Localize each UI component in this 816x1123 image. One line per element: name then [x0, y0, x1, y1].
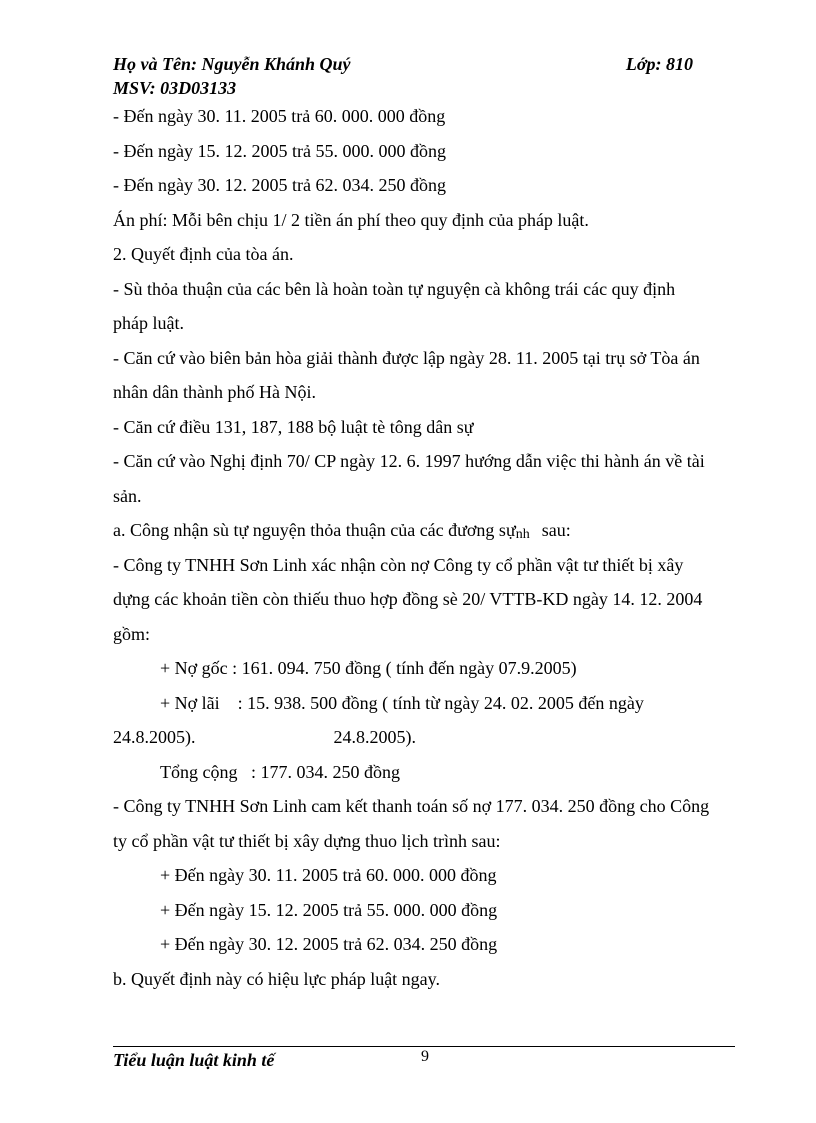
student-name: Họ và Tên: Nguyễn Khánh Quý — [113, 54, 351, 74]
footer-title: Tiểu luận luật kinh tế — [113, 1050, 275, 1070]
text-line: pháp luật. — [113, 313, 184, 333]
text-line: - Đến ngày 15. 12. 2005 trả 55. 000. 000 đồng — [113, 140, 446, 161]
debt-principal: + Nợ gốc : 161. 094. 750 đồng ( tính đến ngày 07.9.2005) — [160, 658, 577, 678]
line-a-sub: nh — [515, 527, 530, 542]
student-class: Lớp: 810 — [625, 54, 693, 74]
text-line: gồm: — [113, 623, 151, 644]
page-number: 9 — [421, 1048, 429, 1065]
schedule-item: + Đến ngày 30. 12. 2005 trả 62. 034. 250 đồng — [160, 934, 498, 954]
text-line: ty cổ phần vật tư thiết bị xây dựng thuo lịch trình sau: — [113, 830, 501, 851]
student-id: MSV: 03D03133 — [113, 78, 237, 98]
date-b: 24.8.2005). — [333, 727, 416, 747]
text-line: - Căn cứ vào biên bản hòa giải thành được lập ngày 28. 11. 2005 tại trụ sở Tòa án — [113, 347, 700, 368]
final-decision: b. Quyết định này có hiệu lực pháp luật ngay. — [113, 968, 441, 989]
text-line: sản. — [113, 485, 142, 506]
footer-divider — [113, 1046, 735, 1047]
text-line: dựng các khoản tiền còn thiếu thuo hợp đồng sè 20/ VTTB-KD ngày 14. 12. 2004 — [113, 589, 703, 609]
schedule-item: + Đến ngày 30. 11. 2005 trả 60. 000. 000 đồng — [160, 865, 497, 885]
text-line: - Công ty TNHH Sơn Linh xác nhận còn nợ Công ty cổ phần vật tư thiết bị xây — [113, 554, 684, 575]
interest-date-line — [113, 720, 738, 755]
section-heading: 2. Quyết định của tòa án. — [113, 244, 294, 264]
text-line: - Sù thỏa thuận của các bên là hoàn toàn tự nguyện cà không trái các quy định — [113, 278, 676, 299]
line-a-prefix: a. Công nhận sù tự nguyện thỏa thuận của các đương sự — [113, 520, 516, 540]
page-header — [113, 52, 693, 100]
total-line: Tổng cộng : 177. 034. 250 đồng — [160, 761, 400, 782]
line-a-suffix: sau: — [541, 520, 571, 540]
text-line: - Căn cứ điều 131, 187, 188 bộ luật tè tông dân sự — [113, 416, 474, 437]
date-a: 24.8.2005). — [113, 727, 196, 747]
text-line: - Căn cứ vào Nghị định 70/ CP ngày 12. 6. 1997 hướng dẫn việc thi hành án về tài — [113, 451, 705, 471]
debt-interest: + Nợ lãi : 15. 938. 500 đồng ( tính từ ngày 24. 02. 2005 đến ngày — [160, 692, 644, 713]
document-body — [113, 99, 738, 996]
text-line-a — [113, 513, 738, 548]
text-line: - Đến ngày 30. 12. 2005 trả 62. 034. 250 đồng — [113, 175, 446, 195]
text-line: nhân dân thành phố Hà Nội. — [113, 382, 316, 402]
text-line: - Đến ngày 30. 11. 2005 trả 60. 000. 000 đồng — [113, 106, 446, 126]
schedule-item: + Đến ngày 15. 12. 2005 trả 55. 000. 000 đồng — [160, 899, 498, 920]
text-line: Án phí: Mỗi bên chịu 1/ 2 tiền án phí theo quy định của pháp luật. — [113, 209, 589, 230]
text-line: - Công ty TNHH Sơn Linh cam kết thanh toán số nợ 177. 034. 250 đồng cho Công — [113, 796, 710, 816]
